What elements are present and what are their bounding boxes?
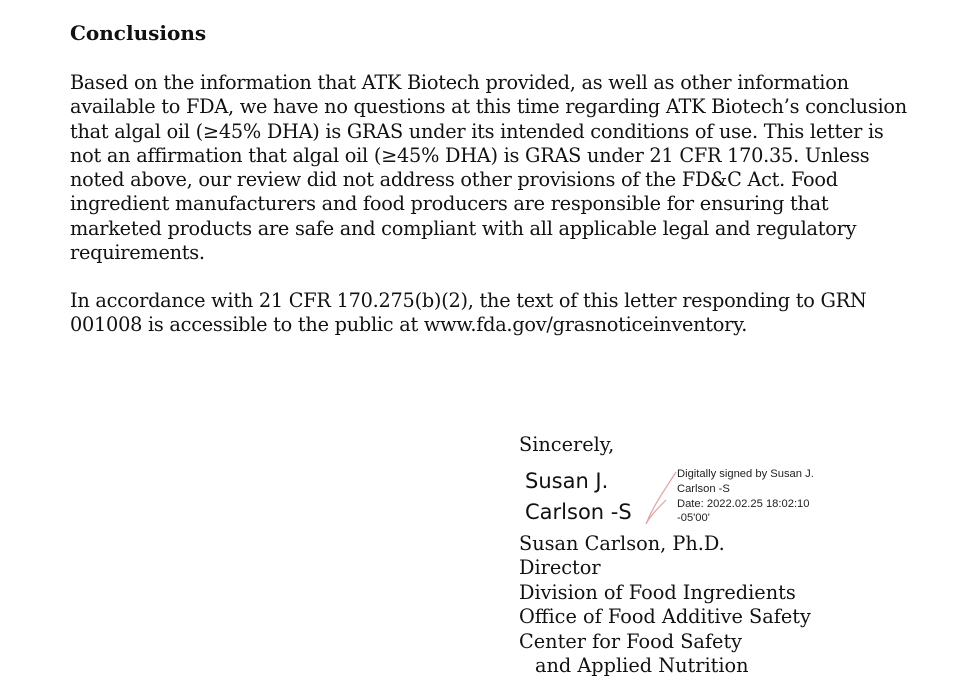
closing-salutation: Sincerely, — [519, 433, 615, 456]
stamp-line: Date: 2022.02.25 18:02:10 — [677, 497, 810, 510]
paragraph-line: marketed products are safe and compliant with all applicable legal and regulatory — [70, 216, 857, 240]
signatory-name: Susan Carlson, Ph.D. — [519, 532, 725, 555]
section-heading: Conclusions — [70, 21, 207, 45]
signatory-title: Director — [519, 556, 601, 580]
paragraph-line: available to FDA, we have no questions at this time regarding ATK Biotech’s conclusion — [70, 95, 907, 119]
paragraph-line: that algal oil (≥45% DHA) is GRAS under its intended conditions of use. This letter is — [70, 119, 884, 143]
stamp-line: -05'00' — [677, 512, 710, 525]
paragraph-line: noted above, our review did not address other provisions of the FD&C Act. Food — [70, 168, 838, 192]
signatory-block — [519, 532, 811, 678]
public-access-paragraph — [70, 289, 867, 338]
paragraph-line: requirements. — [70, 241, 205, 265]
signatory-center: Center for Food Safety — [519, 629, 743, 653]
paragraph-line: ingredient manufacturers and food producers are responsible for ensuring that — [70, 192, 829, 216]
paragraph-line: In accordance with 21 CFR 170.275(b)(2), the text of this letter responding to GRN — [70, 289, 867, 312]
signatory-office: Office of Food Additive Safety — [519, 605, 811, 629]
digital-signature-stamp — [677, 467, 814, 526]
signature-name-line: Carlson -S — [525, 500, 632, 524]
paragraph-line: Based on the information that ATK Biotech provided, as well as other information — [70, 71, 849, 94]
paragraph-line: not an affirmation that algal oil (≥45% DHA) is GRAS under 21 CFR 170.35. Unless — [70, 143, 870, 167]
stamp-line: Carlson -S — [677, 482, 730, 495]
paragraph-line: 001008 is accessible to the public at www.fda.gov/grasnoticeinventory. — [70, 313, 748, 337]
digital-signature-name — [525, 466, 632, 528]
conclusion-paragraph — [70, 71, 907, 265]
signatory-center-cont: and Applied Nutrition — [535, 654, 749, 678]
stamp-line: Digitally signed by Susan J. — [677, 468, 814, 480]
signature-name-line: Susan J. — [525, 469, 609, 493]
signatory-division: Division of Food Ingredients — [519, 580, 796, 604]
